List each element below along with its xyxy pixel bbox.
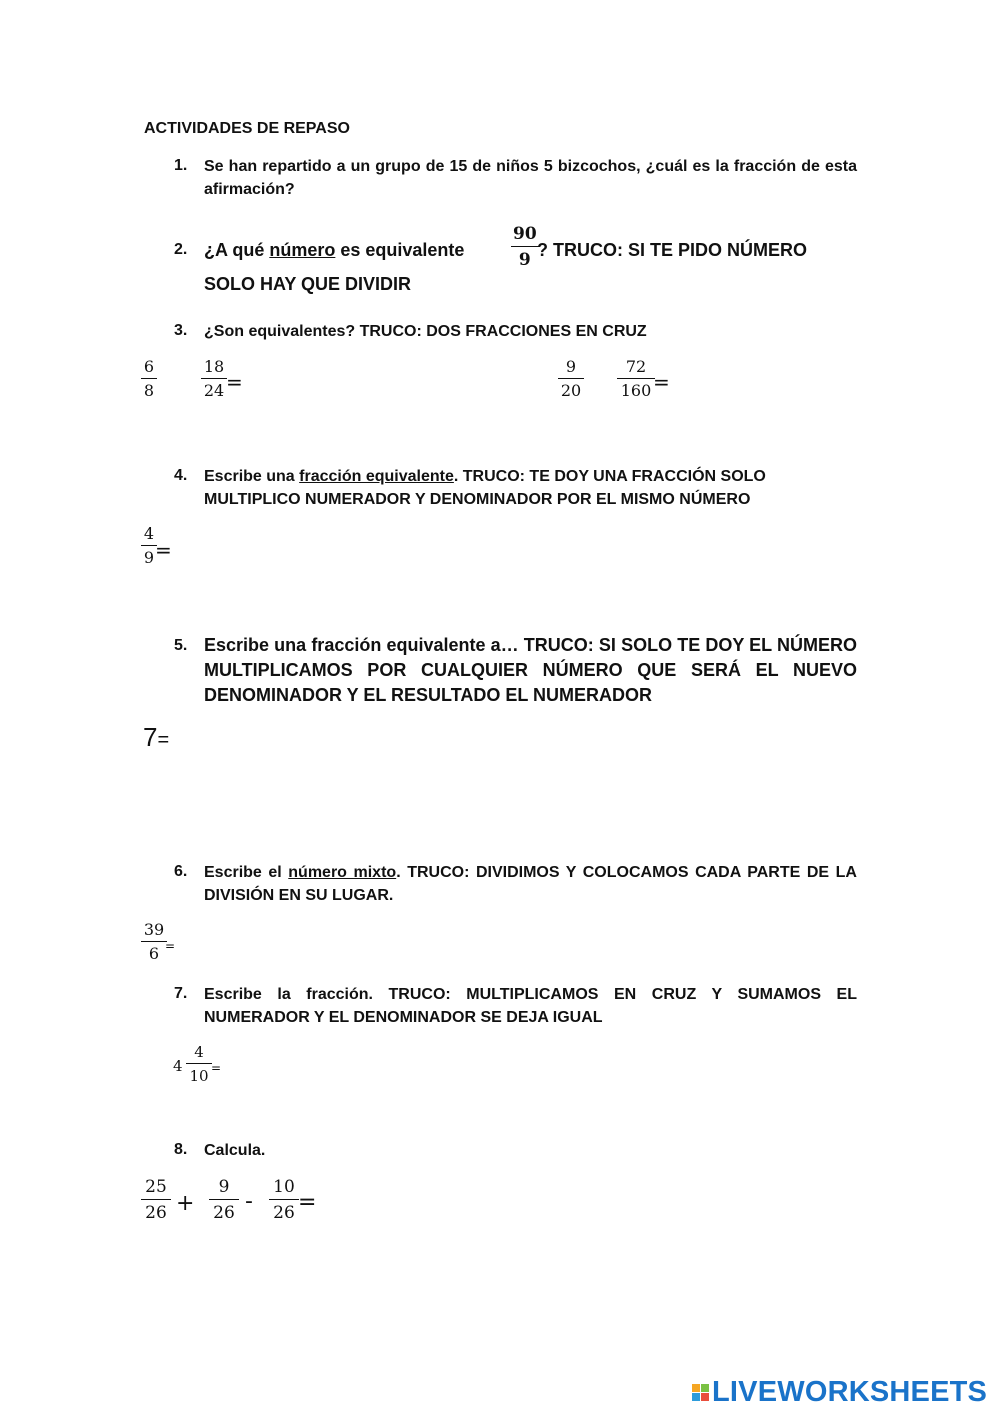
question-4-number: 4. <box>174 467 188 484</box>
fraction-denominator: 20 <box>560 381 582 400</box>
q8-plus: + <box>176 1191 195 1216</box>
question-2-trick-cont: SOLO HAY QUE DIVIDIR <box>204 274 412 294</box>
q3-equals-1: = <box>226 370 243 394</box>
fraction-denominator: 10 <box>189 1067 209 1085</box>
fraction-denominator: 9 <box>143 548 155 567</box>
fraction-numerator: 72 <box>625 357 647 376</box>
question-2-text-mid: es equivalente <box>340 240 465 260</box>
q3-fraction-1 <box>141 356 157 403</box>
fraction-numerator: 4 <box>143 524 155 543</box>
question-7-number: 7. <box>174 985 188 1002</box>
question-4-keyword: fracción equivalente <box>299 468 454 485</box>
question-7-text: Escribe la fracción. TRUCO: MULTIPLICAMOS EN CRUZ Y SUMAMOS EL NUMERADOR Y EL DENOMINADOR SE DEJA IGUAL <box>204 986 857 1026</box>
fraction-denominator: 26 <box>213 1203 235 1223</box>
q7-equals: = <box>211 1061 222 1075</box>
question-2-text-a <box>204 238 494 263</box>
fraction-denominator: 26 <box>273 1203 295 1223</box>
q5-number: 7 <box>143 722 158 752</box>
fraction-numerator: 6 <box>143 357 155 376</box>
q8-fraction-2 <box>209 1175 239 1227</box>
fraction-denominator: 26 <box>145 1203 167 1223</box>
fraction-denominator: 160 <box>620 381 652 400</box>
question-1-text: Se han repartido a un grupo de 15 de niños 5 bizcochos, ¿cuál es la fracción de esta afirmación? <box>204 158 857 198</box>
question-2-text-start: ¿A qué <box>204 240 265 260</box>
question-2-number: 2. <box>174 241 188 258</box>
question-6-keyword: número mixto <box>288 864 397 881</box>
fraction-denominator: 6 <box>148 944 160 963</box>
logo-mark-icon <box>692 1384 709 1401</box>
q8-minus: - <box>245 1189 253 1214</box>
q5-value <box>143 722 169 753</box>
logo-square <box>701 1384 709 1392</box>
question-5-number: 5. <box>174 637 188 654</box>
logo-square <box>701 1393 709 1401</box>
q3-fraction-4 <box>617 356 655 403</box>
q3-fraction-3 <box>558 356 584 403</box>
fraction-numerator: 90 <box>513 224 537 244</box>
q3-fraction-2 <box>201 356 227 403</box>
question-2-fraction <box>511 222 539 274</box>
worksheet-title: ACTIVIDADES DE REPASO <box>144 120 350 137</box>
q3-equals-2: = <box>653 370 670 394</box>
q5-equals: = <box>157 729 170 751</box>
fraction-numerator: 10 <box>273 1177 295 1197</box>
q8-fraction-1 <box>141 1175 171 1227</box>
question-6-text <box>204 861 857 907</box>
fraction-numerator: 9 <box>565 357 577 376</box>
question-4-text-start: Escribe una <box>204 468 295 485</box>
question-6-text-rest: . TRUCO: DIVIDIMOS Y COLOCAMOS CADA PARTE DE LA DIVISIÓN EN SU LUGAR. <box>204 864 857 904</box>
q7-fraction <box>186 1041 212 1088</box>
question-8-text: Calcula. <box>204 1142 266 1159</box>
question-3-text: ¿Son equivalentes? TRUCO: DOS FRACCIONES EN CRUZ <box>204 323 647 340</box>
logo-square <box>692 1393 700 1401</box>
question-5-text: Escribe una fracción equivalente a… TRUCO: SI SOLO TE DOY EL NÚMERO MULTIPLICAMOS POR CUALQUIER NÚMERO QUE SERÁ EL NUEVO DENOMINADOR Y EL RESULTADO EL NUMERADOR <box>204 635 857 705</box>
liveworksheets-logo <box>692 1376 987 1409</box>
q7-whole: 4 <box>173 1057 183 1075</box>
question-2-keyword: número <box>269 240 336 260</box>
fraction-denominator: 24 <box>203 381 225 400</box>
fraction-numerator: 39 <box>143 920 165 939</box>
q8-equals: = <box>298 1190 317 1215</box>
question-2-trick: ? TRUCO: SI TE PIDO NÚMERO <box>537 240 807 260</box>
fraction-numerator: 18 <box>203 357 225 376</box>
logo-square <box>692 1384 700 1392</box>
question-3-number: 3. <box>174 322 188 339</box>
q8-fraction-3 <box>269 1175 299 1227</box>
fraction-denominator: 8 <box>143 381 155 400</box>
q6-equals: = <box>165 939 176 953</box>
fraction-numerator: 4 <box>194 1043 204 1061</box>
fraction-numerator: 25 <box>145 1177 167 1197</box>
question-4-text-rest: . TRUCO: TE DOY UNA FRACCIÓN SOLO MULTIPLICO NUMERADOR Y DENOMINADOR POR EL MISMO NÚMERO <box>204 468 766 508</box>
question-8-number: 8. <box>174 1141 188 1158</box>
q6-fraction <box>141 919 167 966</box>
question-6-text-start: Escribe el <box>204 864 282 881</box>
fraction-denominator: 9 <box>518 250 531 270</box>
question-1-number: 1. <box>174 157 188 174</box>
question-4-text <box>204 465 857 511</box>
q4-equals: = <box>155 538 172 562</box>
logo-text: LIVEWORKSHEETS <box>712 1376 988 1408</box>
fraction-numerator: 9 <box>218 1177 230 1197</box>
question-6-number: 6. <box>174 863 188 880</box>
